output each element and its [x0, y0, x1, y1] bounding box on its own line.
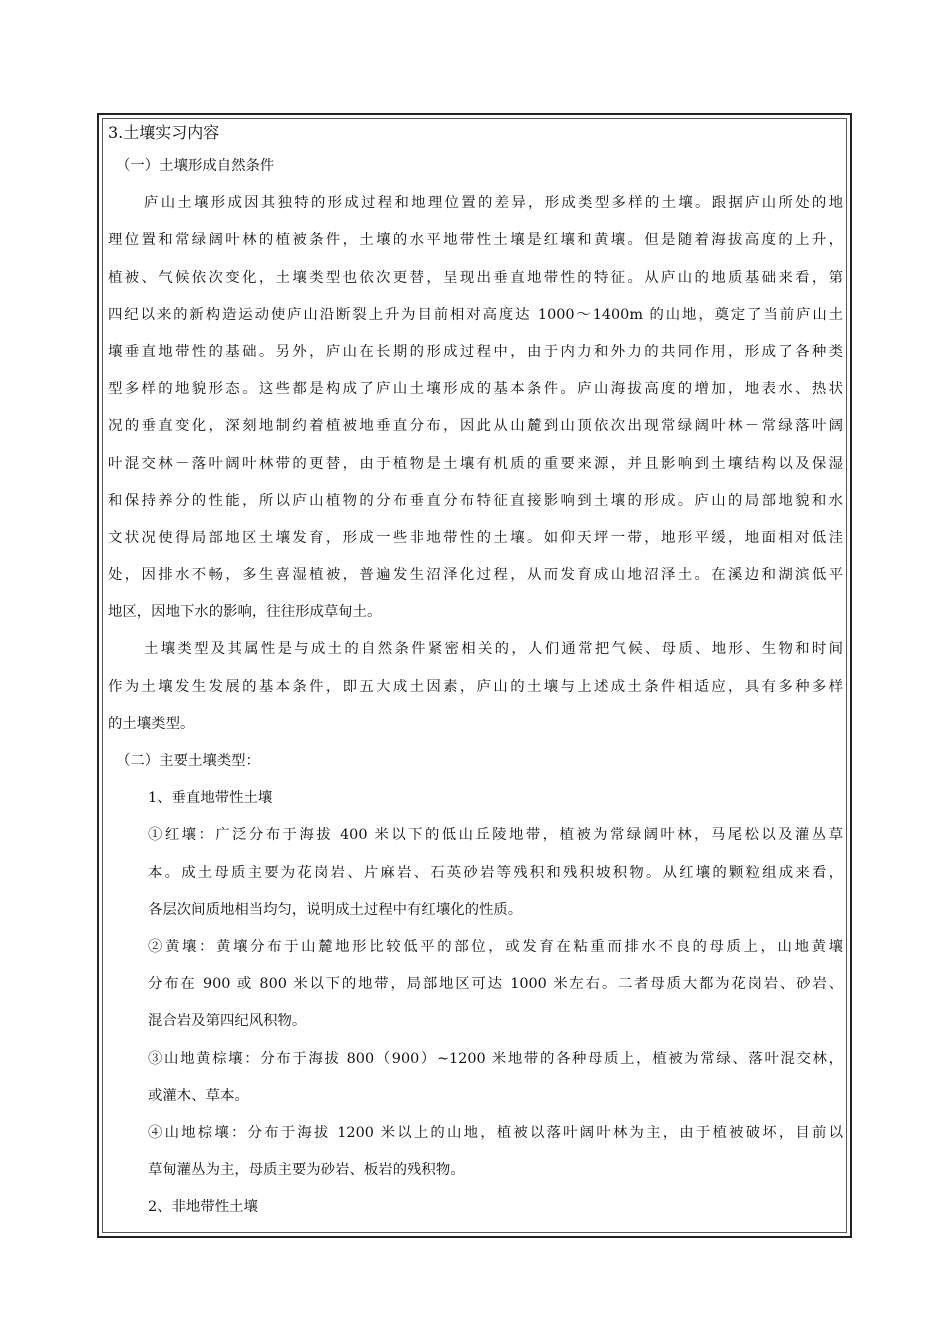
subsection-heading-2: （二）主要土壤类型： — [116, 753, 260, 769]
paragraph-line: 壤垂直地带性的基础。另外，庐山在长期的形成过程中，由于内力和外力的共同作用，形成了各种类 — [108, 343, 843, 360]
group-title-azonal: 2、非地带性土壤 — [148, 1199, 258, 1216]
soil-item-line: ④山地棕壤：分布于海拔 1200 米以上的山地，植被以落叶阔叶林为主，由于植被破坏，目前以 — [148, 1124, 843, 1141]
soil-item-line: 本。成土母质主要为花岗岩、片麻岩、石英砂岩等残积和残积坡积物。从红壤的颗粒组成来看， — [148, 864, 843, 881]
soil-item-line: 混合岩及第四纪风积物。 — [148, 1013, 307, 1030]
paragraph-line: 型多样的地貌形态。这些都是构成了庐山土壤形成的基本条件。庐山海拔高度的增加，地表水、热状 — [108, 381, 843, 398]
soil-item-mountain-brown-soil — [108, 1115, 843, 1189]
soil-item-line: ②黄壤：黄壤分布于山麓地形比较低平的部位，或发育在粘重而排水不良的母质上，山地黄壤 — [148, 938, 843, 955]
soil-item-line: 或灌木、草本。 — [148, 1087, 249, 1104]
paragraph-line: 作为土壤发生发展的基本条件，即五大成土因素，庐山的土壤与上述成土条件相适应，具有多种多样 — [108, 678, 843, 695]
soil-item-line: 各层次间质地相当均匀，说明成土过程中有红壤化的性质。 — [148, 901, 523, 918]
soil-item-yellow-soil — [108, 929, 843, 1041]
group-title-vertical-zonal: 1、垂直地带性土壤 — [148, 790, 273, 807]
section-title: 3.土壤实习内容 — [108, 123, 220, 142]
subsection-heading-1: （一）土壤形成自然条件 — [116, 158, 275, 174]
paragraph-line: 况的垂直变化，深刻地制约着植被地垂直分布，因此从山麓到山顶依次出现常绿阔叶林－常绿落叶阔 — [108, 418, 843, 435]
paragraph-line: 和保持养分的性能，所以庐山植物的分布垂直分布特征直接影响到土壤的形成。庐山的局部地貌和水 — [108, 492, 843, 509]
paragraph-line: 庐山土壤形成因其独特的形成过程和地理位置的差异，形成类型多样的土壤。跟据庐山所处的地 — [144, 195, 843, 212]
paragraph-line: 植被、气候依次变化，土壤类型也依次更替，呈现出垂直地带性的特征。从庐山的地质基础来看，第 — [108, 269, 843, 286]
paragraph-line: 文状况使得局部地区土壤发育，形成一些非地带性的土壤。如仰天坪一带，地形平缓，地面相对低洼 — [108, 529, 843, 546]
paragraph-formation-conditions — [108, 185, 843, 631]
paragraph-line: 理位置和常绿阔叶林的植被条件，土壤的水平地带性土壤是红壤和黄壤。但是随着海拔高度的上升， — [108, 232, 843, 249]
paragraph-line: 的土壤类型。 — [108, 715, 195, 732]
soil-item-red-soil — [108, 817, 843, 929]
soil-item-line: 草甸灌丛为主，母质主要为砂岩、板岩的残积物。 — [148, 1162, 465, 1179]
paragraph-line: 叶混交林－落叶阔叶林带的更替，由于植物是土壤有机质的重要来源，并且影响到土壤结构以及保湿 — [108, 455, 843, 472]
paragraph-line: 四纪以来的新构造运动使庐山沿断裂上升为目前相对高度达 1000～1400m 的山地，奠定了当前庐山土 — [108, 306, 843, 323]
soil-item-line: ③山地黄棕壤：分布于海拔 800（900）~1200 米地带的各种母质上，植被为常绿、落叶混交林， — [148, 1050, 843, 1067]
paragraph-soil-factors — [108, 631, 843, 743]
paragraph-line: 土壤类型及其属性是与成土的自然条件紧密相关的，人们通常把气候、母质、地形、生物和时间 — [144, 641, 843, 658]
paragraph-line: 处，因排水不畅，多生喜湿植被，普遍发生沼泽化过程，从而发育成山地沼泽土。在溪边和湖滨低平 — [108, 567, 843, 584]
paragraph-line: 地区，因地下水的影响，往往形成草甸土。 — [108, 604, 382, 621]
document-content — [108, 118, 843, 1226]
soil-item-mountain-yellow-brown-soil — [108, 1041, 843, 1115]
soil-item-line: ①红壤：广泛分布于海拔 400 米以下的低山丘陵地带，植被为常绿阔叶林，马尾松以及灌丛草 — [148, 827, 843, 844]
soil-item-line: 分布在 900 或 800 米以下的地带，局部地区可达 1000 米左右。二者母质大都为花岗岩、砂岩、 — [148, 976, 843, 993]
